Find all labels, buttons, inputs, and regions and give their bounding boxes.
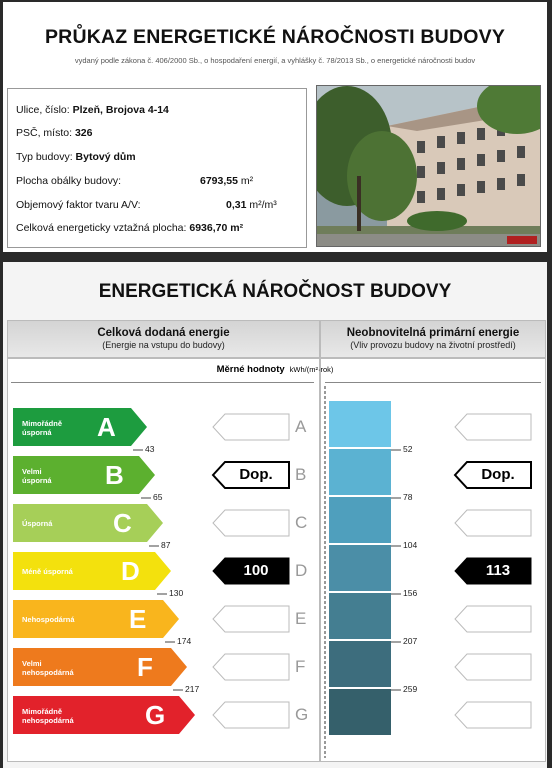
rating-title: ENERGETICKÁ NÁROČNOST BUDOVY [98,281,452,302]
street-value: Plzeň, Brojova 4-14 [72,104,169,116]
delivered-letter-g: G [295,705,309,724]
certificate-header-sheet [3,2,547,252]
delivered-tick-43: 43 [145,444,155,454]
primary-tick-104: 104 [403,540,418,550]
delivered-letter-c: C [295,513,308,532]
delivered-letter-a: A [295,417,307,436]
building-info-box [7,88,307,248]
reference-area-row: Celková energeticky vztažná plocha: 6936,70 m² [16,222,244,234]
delivered-marker-c [213,510,289,536]
delivered-marker-text-d: 100 [243,562,269,579]
delivered-marker-f [213,654,289,680]
primary-marker-text-b: Dop. [481,466,515,483]
primary-tick-52: 52 [403,444,413,454]
envelope-label: Plocha obálky budovy: [16,175,122,187]
shape-factor-label: Objemový faktor tvaru A/V: [16,199,141,211]
delivered-tick-87: 87 [161,540,171,550]
envelope-value: 6793,55 m² [200,175,254,187]
class-label-a: Mimořádně [22,419,63,428]
type-value: Bytový dům [75,151,136,163]
class-letter-b: B [105,460,124,490]
primary-bar-d [329,545,391,591]
class-label2-b: úsporná [22,476,52,485]
class-label2-f: nehospodárná [22,668,74,677]
class-label2-a: úsporná [22,428,52,437]
building-photo [316,85,541,247]
delivered-tick-65: 65 [153,492,163,502]
primary-bar-c [329,497,391,543]
primary-bar-b [329,449,391,495]
class-label-f: Velmi [22,659,42,668]
delivered-marker-g [213,702,289,728]
class-label-b: Velmi [22,467,42,476]
primary-marker-a [455,414,531,440]
primary-tick-78: 78 [403,492,413,502]
delivered-marker-a [213,414,289,440]
delivered-letter-b: B [295,465,307,484]
delivered-letter-e: E [295,609,307,628]
specific-values-caption: Měrné hodnoty kWh/(m²·rok) [216,364,334,375]
primary-marker-f [455,654,531,680]
energy-scale-graphic [3,262,547,768]
class-letter-g: G [145,700,166,730]
delivered-tick-174: 174 [177,636,192,646]
energy-rating-sheet [3,262,547,768]
primary-marker-e [455,606,531,632]
primary-bar-e [329,593,391,639]
primary-marker-text-d: 113 [485,562,511,579]
class-letter-d: D [121,556,140,586]
primary-tick-156: 156 [403,588,418,598]
primary-bar-f [329,641,391,687]
street-row: Ulice, číslo: Plzeň, Brojova 4-14 [16,104,169,116]
certificate-subtitle: vydaný podle zákona č. 406/2000 Sb., o hospodaření energií, a vyhlášky č. 78/2013 Sb., o energetické náročnosti budov [74,56,476,65]
class-label-e: Nehospodárná [22,615,75,624]
primary-tick-207: 207 [403,636,418,646]
primary-bar-g [329,689,391,735]
class-letter-e: E [129,604,147,634]
class-letter-a: A [97,412,116,442]
certificate-title: PRŮKAZ ENERGETICKÉ NÁROČNOSTI BUDOVY [44,26,506,48]
class-label-d: Méně úsporná [22,567,73,576]
class-label-g: Mimořádně [22,707,63,716]
primary-bar-a [329,401,391,447]
psc-row: PSČ, místo: 326 [16,127,93,139]
class-letter-c: C [113,508,132,538]
psc-value: 326 [74,127,93,139]
delivered-marker-text-b: Dop. [239,466,273,483]
delivered-marker-e [213,606,289,632]
delivered-letter-d: D [295,561,308,580]
delivered-tick-130: 130 [169,588,184,598]
class-letter-f: F [137,652,153,682]
primary-tick-259: 259 [403,684,418,694]
primary-energy-header: Neobnovitelná primární energie (Vliv provozu budovy na životní prostředí) [320,320,546,358]
primary-marker-c [455,510,531,536]
class-label-c: Úsporná [22,519,53,528]
class-label2-g: nehospodárná [22,716,74,725]
shape-factor-value: 0,31 m²/m³ [226,199,277,211]
type-row: Typ budovy: Bytový dům [16,151,136,163]
delivered-tick-217: 217 [185,684,200,694]
delivered-energy-header: Celková dodaná energie (Energie na vstupu do budovy) [7,320,320,358]
delivered-letter-f: F [295,657,306,676]
primary-marker-g [455,702,531,728]
